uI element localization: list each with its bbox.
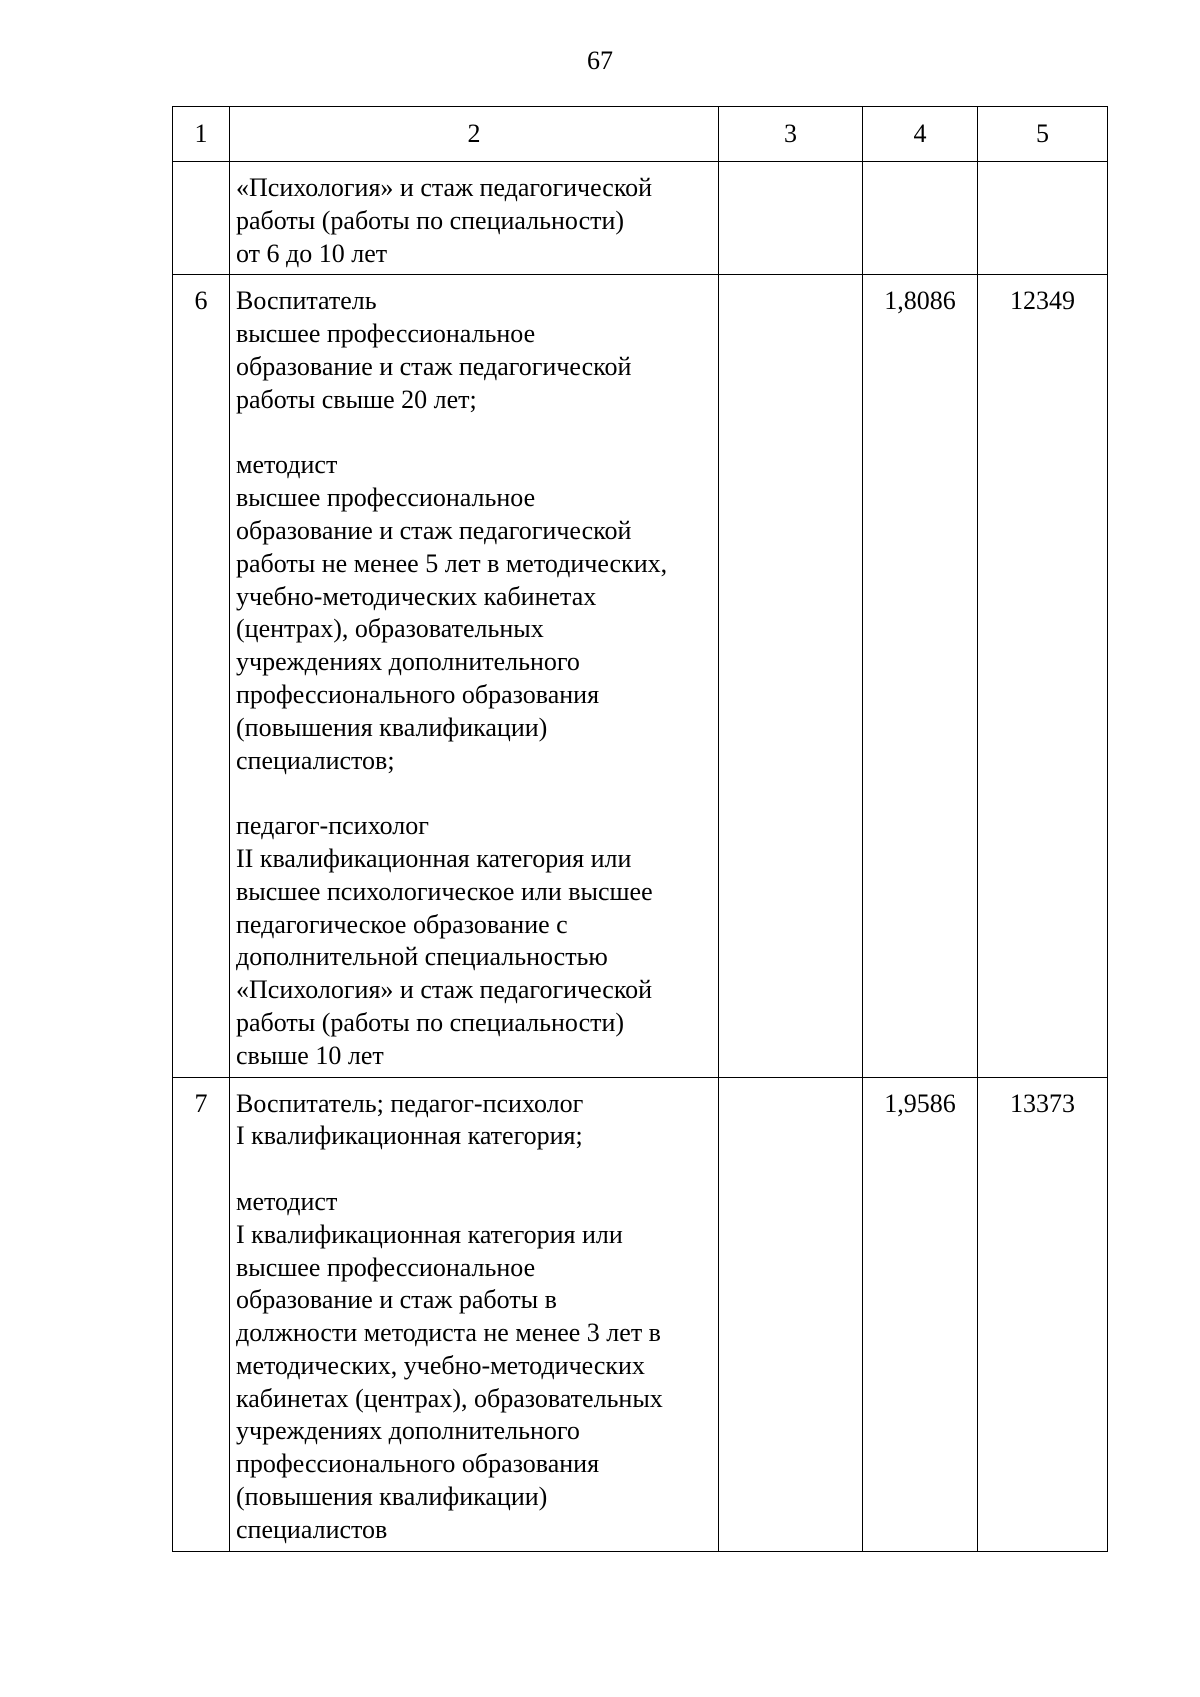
- description-line: «Психология» и стаж педагогической: [236, 173, 653, 202]
- coefficient-cell: [863, 162, 978, 275]
- description-line: Воспитатель: [236, 286, 377, 316]
- header-cell-5: 5: [978, 107, 1108, 162]
- description-line: профессионального образования: [236, 679, 600, 709]
- description-line: профессионального образования: [236, 1449, 600, 1479]
- coefficient-cell: 1,9586: [863, 1077, 978, 1551]
- position-description-cell: [230, 162, 719, 275]
- row-number-cell: [173, 162, 230, 275]
- header-cell-3: 3: [719, 107, 863, 162]
- description-line: работы (работы по специальности): [236, 1007, 625, 1037]
- header-cell-1: 1: [173, 107, 230, 162]
- table-row: [173, 275, 1108, 1077]
- column-3-cell: [719, 1077, 863, 1551]
- description-line: дополнительной специальностью: [236, 942, 608, 972]
- amount-cell: 12349: [978, 275, 1108, 1077]
- description-line: от 6 до 10 лет: [236, 238, 388, 268]
- description-line: II квалификационная категория или: [236, 843, 632, 873]
- rates-table: [172, 106, 1108, 1552]
- description-line: (центрах), образовательных: [236, 614, 544, 644]
- amount-cell: [978, 162, 1108, 275]
- description-line: работы (работы по специальности): [236, 205, 625, 235]
- row-number-cell: 6: [173, 275, 230, 1077]
- description-paragraph: [236, 449, 712, 777]
- column-3-cell: [719, 275, 863, 1077]
- description-line: высшее профессиональное: [236, 1252, 536, 1282]
- position-description-cell: [230, 1077, 719, 1551]
- header-cell-4: 4: [863, 107, 978, 162]
- description-line: методист: [236, 450, 338, 480]
- description-line: образование и стаж работы в: [236, 1285, 557, 1315]
- table-row: [173, 162, 1108, 275]
- row-number-cell: 7: [173, 1077, 230, 1551]
- position-description-cell: [230, 275, 719, 1077]
- page-number: 67: [587, 46, 613, 75]
- table-row: [173, 1077, 1108, 1551]
- description-line: Воспитатель; педагог-психолог: [236, 1088, 584, 1118]
- description-paragraph: [236, 172, 712, 270]
- description-line: свыше 10 лет: [236, 1040, 384, 1070]
- description-line: специалистов;: [236, 745, 395, 775]
- description-paragraph: [236, 285, 712, 416]
- description-line: педагогическое образование с: [236, 909, 568, 939]
- description-line: методических, учебно-методических: [236, 1350, 645, 1380]
- description-line: работы свыше 20 лет;: [236, 384, 477, 414]
- description-line: I квалификационная категория или: [236, 1219, 623, 1249]
- description-line: «Психология» и стаж педагогической: [236, 975, 653, 1005]
- description-line: высшее профессиональное: [236, 319, 536, 349]
- description-line: высшее профессиональное: [236, 483, 536, 513]
- description-line: учебно-методических кабинетах: [236, 581, 597, 611]
- description-line: (повышения квалификации): [236, 1482, 548, 1512]
- coefficient-cell: 1,8086: [863, 275, 978, 1077]
- description-paragraph: [236, 1186, 712, 1547]
- description-line: образование и стаж педагогической: [236, 351, 632, 381]
- table-header-row: [173, 107, 1108, 162]
- description-line: (повышения квалификации): [236, 712, 548, 742]
- column-3-cell: [719, 162, 863, 275]
- description-line: образование и стаж педагогической: [236, 515, 632, 545]
- description-line: учреждениях дополнительного: [236, 647, 580, 677]
- header-cell-2: 2: [230, 107, 719, 162]
- description-line: специалистов: [236, 1514, 388, 1544]
- description-line: учреждениях дополнительного: [236, 1416, 580, 1446]
- description-line: педагог-психолог: [236, 811, 429, 841]
- description-line: кабинетах (центрах), образовательных: [236, 1383, 663, 1413]
- description-line: высшее психологическое или высшее: [236, 876, 653, 906]
- amount-cell: 13373: [978, 1077, 1108, 1551]
- description-line: работы не менее 5 лет в методических,: [236, 548, 668, 578]
- description-paragraph: [236, 1088, 712, 1154]
- description-line: I квалификационная категория;: [236, 1121, 583, 1151]
- description-paragraph: [236, 810, 712, 1072]
- description-line: должности методиста не менее 3 лет в: [236, 1318, 661, 1348]
- description-line: методист: [236, 1186, 338, 1216]
